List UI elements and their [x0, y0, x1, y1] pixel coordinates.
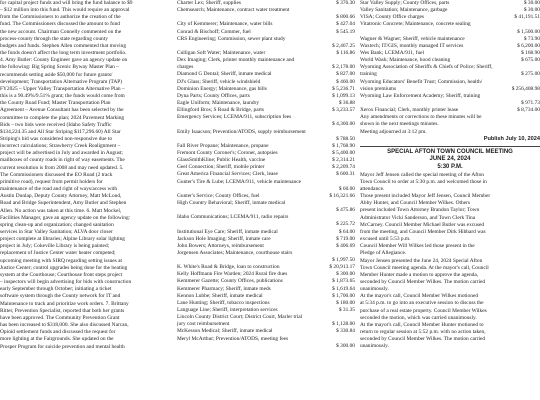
claim-row — [177, 79, 355, 86]
claim-row — [360, 29, 540, 36]
text-line: the County Road Fund; Master Transportation Plan — [0, 100, 111, 107]
claim-vendor: Institutional Eye Care; Sheriff, inmate medical — [177, 228, 278, 235]
claim-amount: $ 475.86 — [336, 207, 355, 214]
claim-vendor: Kelly Hoffmann Fire Warden; 2024 Rural fire dues — [177, 271, 288, 278]
claim-amount: $ 2,178.00 — [332, 64, 355, 71]
claim-row — [360, 86, 540, 93]
claim-row — [177, 257, 355, 264]
claim-row — [177, 278, 355, 285]
claim-vendor: Xerox Financial; Clerk, monthly printer lease — [360, 107, 459, 114]
claim-vendor: GlassSmithKline; Public Health, vaccine — [177, 157, 266, 164]
claim-amount: $ 2,209.74 — [332, 164, 355, 171]
claim-amount: $ 330.84 — [336, 328, 355, 335]
claim-amount: $ 406.69 — [336, 242, 355, 249]
claim-vendor: charges — [177, 64, 194, 71]
text-line: Council Member Will Wilkes led those present in the — [360, 243, 475, 250]
claim-vendor: Fremont County Coroner's; Coroner, autopsies — [177, 149, 278, 156]
claim-amount: $ 116.86 — [336, 49, 355, 56]
claims-list-continued — [360, 0, 540, 114]
text-line: Allen. No action was taken at this time. 6. Matt Mockel, — [0, 207, 122, 214]
claim-vendor: Kennon Lubbe; Sheriff, inmate medical — [177, 292, 263, 299]
claim-row — [177, 243, 355, 250]
claim-amount: $ 41,191.51 — [514, 14, 540, 21]
text-line: Mayor Jensen presented the June 24, 2024 Special Afton — [360, 257, 483, 264]
claim-vendor: Ellingford Bros; S Road & Bridge, parts — [177, 107, 264, 114]
claim-vendor: High Country Behavioral; Sheriff, inmate medical — [177, 199, 286, 206]
claim-vendor: Meryl McArthur; Prevention/ATODS, meeting fees — [177, 335, 289, 342]
claim-row — [177, 143, 355, 150]
claim-row — [177, 250, 355, 257]
text-line: has been increased to $318,000. She also discussed Narcan, — [0, 322, 129, 329]
claim-amount: $ 460.00 — [336, 78, 355, 85]
text-line: At the mayor's call, Council Member Hunter motioned to — [360, 321, 484, 328]
text-line: project complete at libraries; Alpine Library solar lighting — [0, 236, 125, 243]
publish-date: Publish July 10, 2024 — [483, 135, 540, 142]
text-line: Agreement – Avenue Consultant has been selected by the — [0, 107, 124, 114]
claim-amount: $ 1,128.00 — [332, 321, 355, 328]
claim-row — [360, 79, 540, 86]
claim-vendor: Wagner & Wagner; Sheriff, vehicle maintenance — [360, 35, 465, 42]
text-line: for capital project funds and will bring the fund balance to $9 — [0, 0, 133, 6]
claim-row — [177, 314, 355, 321]
claim-row — [360, 93, 540, 100]
claim-row — [177, 171, 355, 178]
claim-amount: $ 6,200.00 — [517, 42, 540, 49]
claim-row — [177, 43, 355, 50]
text-line: incorrect calculations; Strawberry Creek Realignment – — [0, 143, 121, 150]
notice-heading-time: 5:30 P.M. — [437, 164, 463, 171]
commission-minutes-column — [0, 0, 172, 351]
claim-row — [177, 328, 355, 335]
text-line: replacement of Justice Center water heater competed; — [0, 250, 116, 257]
text-line: mailboxes of county roads in right of way easements. The — [0, 157, 125, 164]
text-line: – $12 million into this fund. This would require an approval — [0, 7, 130, 14]
claim-amount — [353, 179, 355, 186]
claim-vendor: McKesson Medical; Sheriff, inmate medical — [177, 328, 273, 335]
claim-vendor: Emily Isaacson; Prevention/ATODS, supply reimbursement — [177, 128, 306, 135]
claim-row — [360, 21, 540, 28]
claim-row — [177, 114, 355, 121]
claim-vendor: Gunter's Tire & Lube; LCEMA/911, vehicle maintenance — [177, 178, 301, 185]
text-line: Meeting adjourned at 3:12 pm. — [360, 128, 427, 135]
claim-amount: $ 2,314.21 — [332, 157, 355, 164]
claim-row — [360, 50, 540, 57]
claim-amount: $ 1,099.13 — [332, 92, 355, 99]
claim-row — [177, 221, 355, 228]
claim-vendor: Wyoming Association of Sheriffs & Chiefs of Police; Sheriff, — [360, 64, 493, 71]
text-line: recommends setting aside $50,000 for future grants/ — [0, 71, 113, 78]
claim-row — [360, 0, 540, 7]
claim-row — [177, 293, 355, 300]
text-line: unanimously. — [360, 286, 389, 293]
text-line: primitive road), request from permit holders for — [0, 178, 103, 185]
section-divider — [360, 146, 540, 147]
claim-amount: $ 20,913.17 — [329, 264, 355, 271]
claim-vendor: Jackson Hole Imaging; Sheriff, inmate care — [177, 235, 271, 242]
text-line: project will be advertised in July and awarded in August; — [0, 150, 123, 157]
claim-vendor: Wes Bank; LCEMA/911, fuel — [360, 49, 425, 56]
text-line: FY2025 – Upper Valley Transportation Alternative Plan – — [0, 85, 125, 92]
claim-amount: $ 971.73 — [521, 99, 540, 106]
text-line: maintenance of the road and right of ways/access with — [0, 186, 118, 193]
claim-vendor: Jorgensen Associates; Maintenance, courthouse stairs — [177, 249, 293, 256]
text-line: Those present included Mayor Jeff Jensen, Council Member — [360, 193, 491, 200]
text-line: from the meeting, and Council Member Dirk Hibbard was — [360, 228, 486, 235]
claim-amount: $ 788.50 — [336, 135, 355, 142]
text-line: Road and Bridge Superintendent, Amy Butler and Stephen — [0, 200, 127, 207]
claim-amount: $ 300.00 — [336, 271, 355, 278]
text-line: project in July; Cokeville Library is being painted; — [0, 243, 110, 250]
claim-amount: $ 180.00 — [336, 299, 355, 306]
claim-amount: $ 5,400.00 — [332, 149, 355, 156]
claim-vendor: Diamond G Dental; Sheriff, inmate medical — [177, 71, 272, 78]
text-line: Town Council meeting agenda. At the mayor's call, Council — [360, 264, 489, 271]
claim-vendor: Emergency Services; LCEMA/911, subscription fees — [177, 114, 292, 121]
text-line: unanimously. — [360, 343, 389, 350]
claim-vendor: vision premiums — [360, 85, 397, 92]
text-line: committee to complete the plan; 2024 Pavement Marking — [0, 114, 125, 121]
text-line: Administrator Vicki Sanderson, and Town Clerk Tina — [360, 214, 476, 221]
claim-vendor: Conrad & Bischoff; Commer, fuel — [177, 28, 251, 35]
claim-vendor: Charter Lex; Sheriff, supplies — [177, 0, 241, 6]
claim-row — [177, 336, 355, 343]
claim-row — [360, 100, 540, 107]
claim-amount: $ 8,734.00 — [517, 107, 540, 114]
claim-row — [177, 29, 355, 36]
notice-heading-title: SPECIAL AFTON TOWN COUNCIL MEETING — [387, 148, 513, 155]
text-line: Member Hunter made a motion to approve the agenda, — [360, 271, 479, 278]
text-line: Town Council to order at 5:30 p.m. and welcomed those in — [360, 178, 487, 185]
text-line: upcoming meeting with SIRQ regarding setting issues at — [0, 257, 123, 264]
text-line: 4. Amy Butler: County Engineer gave an agency update on — [0, 57, 128, 64]
claim-row — [177, 307, 355, 314]
text-line: the funds doesn't affect the long term investment portfolio. — [0, 50, 127, 57]
claim-row — [360, 43, 540, 50]
claim-row — [177, 129, 355, 136]
claim-amount: $ 1,619.64 — [332, 285, 355, 292]
claim-amount — [353, 336, 355, 343]
claim-vendor: Chemsearch; Maintenance, contract water treatment — [177, 7, 290, 14]
text-line: at 5:34 p.m. to go into an executive session to discuss the — [360, 300, 484, 307]
claim-vendor: Waxtech; IT/GIS, monthly managed IT services — [360, 42, 464, 49]
claim-amount: $ 30.00 — [523, 7, 540, 14]
text-line: Austin Dunlap, Deputy County Attorney, Matt McLoud, — [0, 193, 122, 200]
claim-vendor: Culligan Soft Water; Maintenance, water — [177, 49, 266, 56]
claim-amount: $ 1,873.65 — [332, 278, 355, 285]
claim-row — [177, 21, 355, 28]
text-line: excused until 5:53 p.m. — [360, 236, 411, 243]
text-line: Justice Center; control upgrades being done for the heating — [0, 264, 128, 271]
text-line: more lighting at the Fairgrounds. She updated on the — [0, 336, 114, 343]
town-council-minutes — [360, 172, 540, 351]
claim-amount — [353, 129, 355, 136]
claim-row — [177, 300, 355, 307]
claim-amount: $ 5,236.71 — [332, 85, 355, 92]
text-line: software system through the County network for IT and — [0, 293, 121, 300]
claim-row — [177, 0, 355, 7]
claim-vendor: World Wash; Maintenance, hood cleaning — [360, 57, 451, 64]
text-line: fund. The Commissioners discussed the amount to fund — [0, 21, 120, 28]
claim-vendor: Kemmerer Gazette; County Offices, publications — [177, 278, 283, 285]
text-line: Pledge of Allegiance. — [360, 250, 407, 257]
claim-vendor: John Bowers; Attorneys, reimbursement — [177, 242, 264, 249]
claim-row — [177, 207, 355, 214]
claim-amount: $ 36.88 — [338, 99, 355, 106]
claim-vendor: Dominion Energy; Maintenance, gas bills — [177, 85, 267, 92]
text-line: have been approved. The Community Prevention Grant — [0, 314, 120, 321]
text-line: the following: Big Spring Scenic Byway Master Plan – — [0, 64, 119, 71]
text-line: Mayor Jeff Jensen called the special meeting of the Afton — [360, 171, 484, 178]
claim-row — [177, 214, 355, 221]
claim-amount: $ 4,360.00 — [332, 121, 355, 128]
claim-vendor: K. White's Road & Bridge, loan to construction — [177, 264, 280, 271]
claim-amount: $ 275.00 — [521, 71, 540, 78]
claim-row — [360, 14, 540, 21]
text-line: Any amendments or corrections to these minutes will be — [360, 114, 482, 121]
text-line: services in Star Valley Sanitation; ALVA door closer — [0, 229, 113, 235]
claim-row — [177, 50, 355, 57]
claim-vendor: Wyoming Educators' Benefit Trust; Commission, health/ — [360, 78, 483, 85]
claim-amount: $ 256,408.98 — [511, 85, 540, 92]
claim-vendor: jury cost reimbursement — [177, 321, 230, 328]
text-line: The Commissioners discussed the EO Road (2 track — [0, 171, 113, 178]
text-line: – inspectors will begin advertising for bids with construction — [0, 279, 132, 286]
claim-amount: $ 719.00 — [336, 235, 355, 242]
claim-row — [177, 229, 355, 236]
text-line: spring clean-up and organization; changed sanitation — [0, 221, 114, 228]
claim-row — [177, 93, 355, 100]
claim-row — [177, 343, 355, 350]
claim-amount: $ 1,768.90 — [332, 142, 355, 149]
claims-list-column — [177, 0, 355, 350]
claim-vendor: training — [360, 71, 377, 78]
text-line: process-county through the state regarding county — [0, 35, 108, 42]
claim-row — [177, 136, 355, 143]
claim-amount: $ 827.00 — [336, 71, 355, 78]
claim-amount: $ 225.72 — [336, 221, 355, 228]
text-line: Striping's bid was considered non-responsive due to — [0, 135, 113, 142]
claim-row — [177, 164, 355, 171]
text-line: Maintenance to track and prioritize work orders. 7. Brittany — [0, 300, 129, 307]
claim-vendor: City of Kemmerer; Maintenance, water bills — [177, 21, 273, 28]
claim-amount: $ 60.00 — [338, 185, 355, 192]
claim-vendor: VISA; County Office charges — [360, 14, 425, 21]
text-line: return to regular session at 5:52 p.m. with no action taken, — [360, 329, 486, 336]
claim-row — [360, 64, 540, 71]
claim-vendor: Gunter's Service; County Offices, fuel — [177, 192, 260, 199]
claim-amount: $ 2,467.25 — [332, 42, 355, 49]
text-line: Opioid settlement funds and discussed the request for — [0, 329, 116, 336]
claim-amount: $ 545.19 — [336, 28, 355, 35]
claim-amount — [353, 36, 355, 43]
claim-vendor: CRS Engineering; Commission, sewer plant study — [177, 35, 286, 42]
text-line: shown in the next meetings minutes. — [360, 121, 439, 128]
claim-row — [360, 71, 540, 78]
text-line: present included Town Attorney Brandon Taylor; Town — [360, 207, 480, 214]
claim-row — [177, 121, 355, 128]
claim-row — [177, 186, 355, 193]
claim-vendor: Lincoln County District Court; District Court, Marler trial — [177, 314, 303, 321]
claim-amount: $ 64.00 — [338, 228, 355, 235]
claim-amount: $ 16,321.66 — [329, 192, 355, 199]
text-line: seconded the motion, which was carried unanimously. — [360, 314, 477, 321]
text-line: Prosper Program for suicide prevention and mental health — [0, 343, 125, 350]
claim-amount: $ 1,700.00 — [332, 292, 355, 299]
text-line: system at the Courthouse; Courthouse front steps project — [0, 271, 123, 278]
claim-vendor: Idaho Communications; LCEMA/911, radio repairs — [177, 214, 289, 221]
claim-amount: $ 300.00 — [336, 342, 355, 349]
claim-amount — [353, 250, 355, 257]
text-line: seconded by Council Member Wilkes. The motion carried — [360, 279, 486, 285]
text-line: McCarney. Council Member Michael Butler was excused — [360, 221, 485, 228]
text-line: seconded by Council Member Wilkes. The motion carried — [360, 336, 486, 343]
claim-amount: $ 600.31 — [336, 171, 355, 178]
claim-row — [177, 200, 355, 207]
claim-row — [177, 86, 355, 93]
text-line: Ritter, Prevention Specialist, reported that both her grants — [0, 307, 125, 314]
claim-amount: $ 31.35 — [338, 307, 355, 314]
claim-row — [177, 179, 355, 186]
text-line: Bids – two bids were received (Idaho Safety Traffic — [0, 121, 112, 128]
claim-vendor: Fall River Propane; Maintenance, propane — [177, 142, 269, 149]
claim-vendor: Kemmerer Pharmacy; Sheriff, inmate meds — [177, 285, 271, 292]
claim-amount: $ 30.00 — [523, 0, 540, 6]
claim-row — [177, 193, 355, 200]
text-line: Facilities Manager, gave an agency update on the following: — [0, 214, 131, 221]
claim-row — [177, 150, 355, 157]
text-line: budgets and funds. Stephen Allen commented that moving — [0, 42, 127, 49]
claim-vendor: Valley Sanitation; Maintenance, garbage — [360, 7, 448, 14]
claim-amount: $ 1,500.00 — [517, 28, 540, 35]
claim-vendor: Dex Imaging; Clerk, printer monthly maintenance and — [177, 57, 295, 64]
claim-row — [177, 286, 355, 293]
claim-vendor: Geel Connection; Sheriff, mobile printer — [177, 164, 265, 171]
claim-vendor: Wyoming Law Enforcement Academy; Sheriff, training — [360, 92, 481, 99]
claim-amount: $ 675.00 — [521, 57, 540, 64]
claim-amount: $ 427.04 — [336, 21, 355, 28]
minutes-closing-text — [360, 114, 540, 135]
claim-row — [177, 7, 355, 14]
text-line: current resolution is from 2008 and may need updated. 5. — [0, 164, 124, 171]
claim-amount: $ 1,997.50 — [332, 257, 355, 264]
text-line: At the mayor's call, Council Member Wilkes motioned — [360, 293, 479, 300]
text-line: attendance. — [360, 185, 385, 192]
claim-row — [177, 36, 355, 43]
claim-row — [177, 71, 355, 78]
claim-row — [360, 36, 540, 43]
claim-vendor: Star Valley Supply; County Offices, parts — [360, 0, 450, 6]
claim-vendor: Great America Financial Services; Clerk, lease — [177, 171, 278, 178]
text-line: development; Transportation Alternative Program (TAP) — [0, 78, 123, 85]
claim-vendor: DJ's Glass; Sheriff, vehicle windshield — [177, 78, 261, 85]
text-line: the new account. Chairman Connelly commented on the — [0, 28, 122, 35]
claim-amount: $ 376.30 — [336, 0, 355, 6]
notice-heading-date: JUNE 24, 2024 — [429, 156, 471, 163]
right-column — [360, 0, 540, 351]
text-line: Abby Hunter, and Council Member Wilkes. Others — [360, 200, 470, 207]
claim-amount: $ 3,233.57 — [332, 107, 355, 114]
claim-amount: $ 800.66 — [336, 14, 355, 21]
claim-vendor: Vitatronic Concrete; Maintenance, concrete sealing — [360, 21, 471, 28]
claim-row — [360, 107, 540, 114]
claim-vendor: Dyna Parts; County Offices, parts — [177, 92, 250, 99]
claim-amount: $ 73.90 — [523, 35, 540, 42]
claim-vendor: Lane Hunting; Sheriff, tobacco inspections — [177, 299, 270, 306]
text-line: this is a 90.49%/9.51% grant; the funds would come from — [0, 93, 125, 100]
claim-row — [177, 236, 355, 243]
claim-vendor: Eagle Uniform; Maintenance, laundry — [177, 99, 260, 106]
text-line: $134,224.35 and All Star Striping $117,296.60) All Star — [0, 128, 121, 135]
claim-vendor: Language Line; Sheriff, interpretation services — [177, 307, 278, 314]
text-line: early September through October; initiating a ticket — [0, 286, 112, 293]
claim-amount: $ 168.90 — [521, 49, 540, 56]
claim-amount — [353, 200, 355, 207]
text-line: from the Commissioners to authorize the creation of the — [0, 14, 121, 21]
claim-row — [177, 57, 355, 64]
text-line: purchase of a real estate property. Council Member Wilkes — [360, 307, 487, 314]
